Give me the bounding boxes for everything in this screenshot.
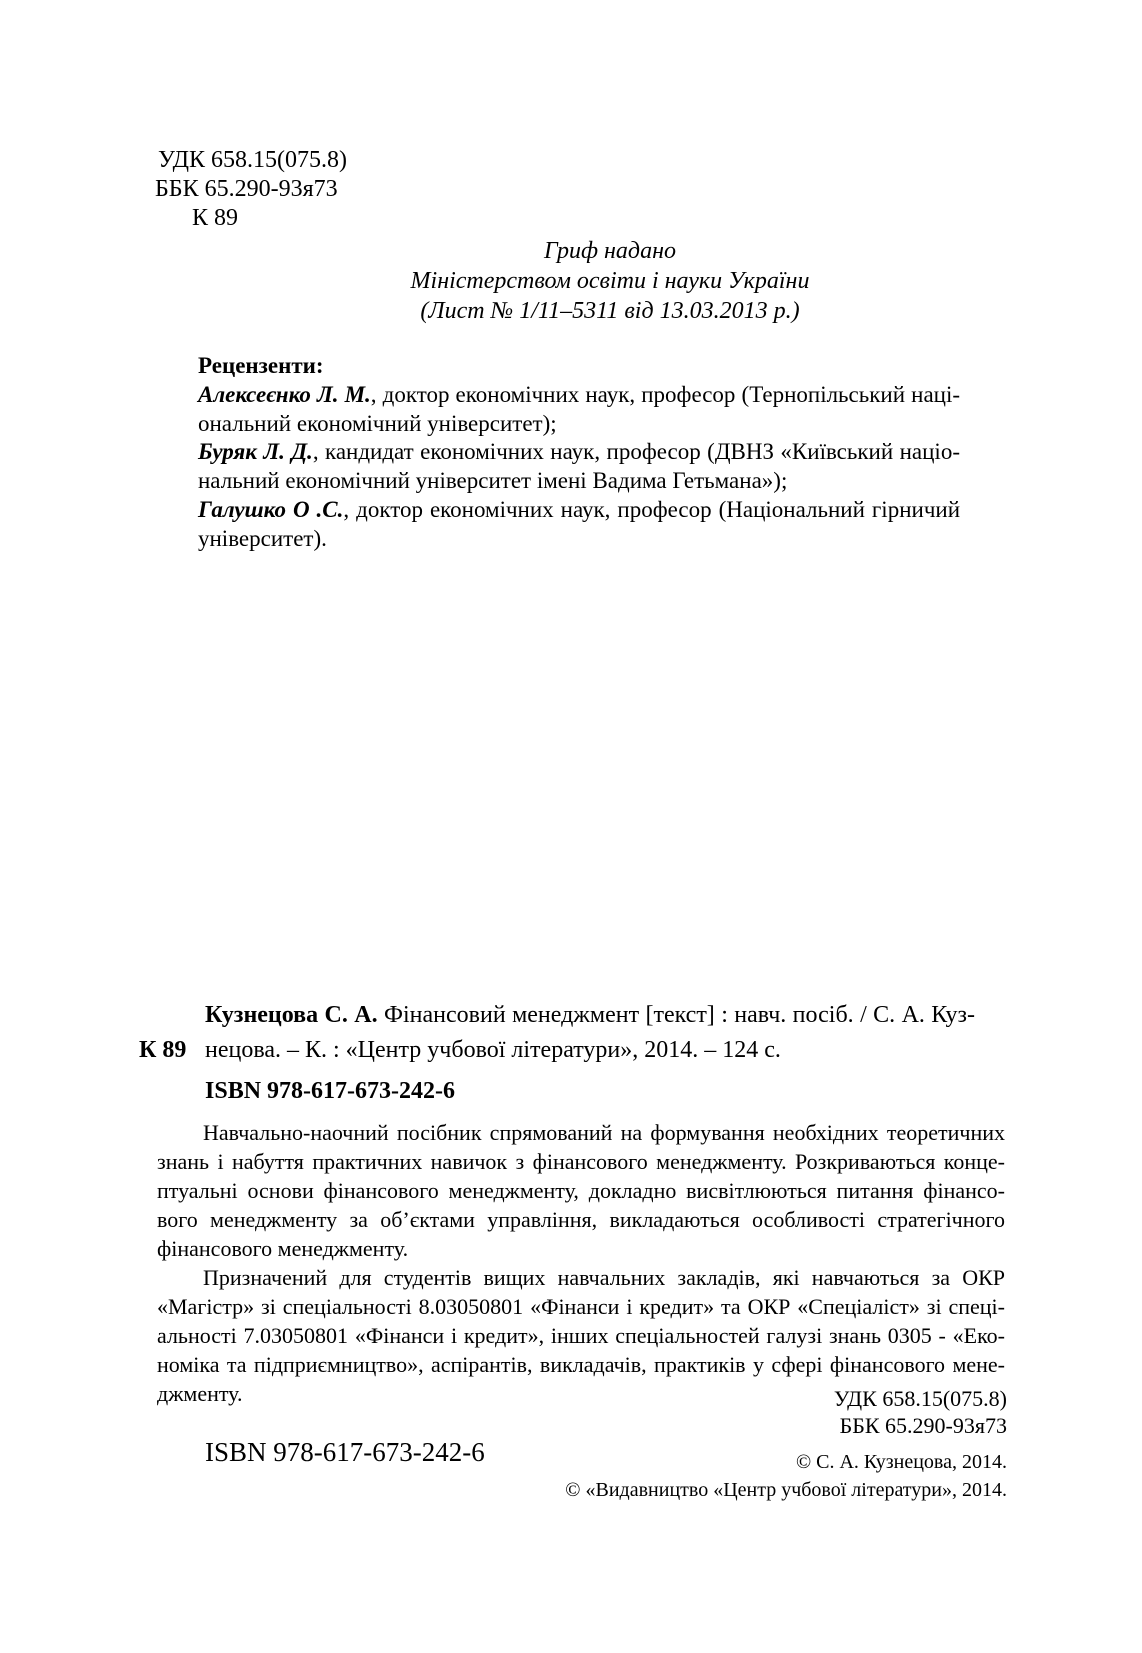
footer-codes-block [600,1385,1007,1439]
annotation-line: номіка та підприємництво», аспірантів, викладачів, практиків у сфері фінансового мене- [157,1352,1005,1377]
catalog-author-sign: К 89 [139,1037,187,1063]
reviewers-heading: Рецензенти: [198,353,324,378]
grif-line-3: (Лист № 1/11–5311 від 13.03.2013 р.) [420,298,800,324]
copyright-block [507,1448,1007,1504]
reviewer-entry-continuation: ональний економічний університет); [198,410,557,436]
reviewer-title: , доктор економічних наук, професор (Тернопільський наці- [370,381,961,407]
annotation-line: птуальні основи фінансового менеджменту, докладно висвітлюються питання фінансо- [157,1178,1005,1203]
reviewer-entry [198,381,960,410]
reviewer-entry-continuation: університет). [198,525,327,551]
footer-isbn: ISBN 978-617-673-242-6 [205,1437,485,1467]
annotation-line: знань і набуття практичних навичок з фінансового менеджменту. Розкриваються конце- [157,1149,1005,1174]
annotation-line: Навчально-наочний посібник спрямований на формування необхідних теоретичних [203,1120,1005,1145]
annotation-line: Призначений для студентів вищих навчальних закладів, які навчаються за ОКР [203,1265,1005,1290]
reviewer-entry-continuation: нальний економічний університет імені Вадима Гетьмана»); [198,468,788,494]
reviewer-entry [198,438,960,467]
footer-bbk-code: ББК 65.290-93я73 [839,1413,1007,1438]
catalog-isbn: ISBN 978-617-673-242-6 [205,1078,455,1104]
catalog-entry-line-1 [205,1002,975,1029]
annotation-line: джменту. [157,1381,243,1406]
annotation-line: альності 7.03050801 «Фінанси і кредит», інших спеціальностей галузі знань 0305 - «Еко- [157,1323,1005,1348]
author-sign: К 89 [192,205,239,231]
grif-line-2: Міністерством освіти і науки України [410,268,810,294]
catalog-title: Фінансовий менеджмент [текст] : навч. посіб. / С. А. Куз- [377,1002,975,1028]
catalog-entry-line-2: нецова. – К. : «Центр учбової літератури», 2014. – 124 с. [205,1037,781,1063]
annotation-line: фінансового менеджменту. [157,1236,409,1261]
grif-block [260,236,960,326]
footer-udk-code: УДК 658.15(075.8) [833,1386,1007,1411]
reviewers-block [198,352,960,554]
reviewer-title: , кандидат економічних наук, професор (ДВНЗ «Київський націо- [312,439,960,465]
reviewer-name: Алексеєнко Л. М. [198,381,371,407]
annotation-block [157,1118,1005,1408]
reviewer-title: , доктор економічних наук, професор (Національний гірничий [343,496,960,522]
bbk-code: ББК 65.290-93я73 [155,176,338,202]
grif-line-1: Гриф надано [544,238,676,264]
reviewer-name: Галушко О .С. [198,496,344,522]
udk-code: УДК 658.15(075.8) [158,147,347,173]
catalog-author: Кузнецова С. А. [205,1002,378,1028]
reviewer-name: Буряк Л. Д. [198,439,313,465]
copyright-publisher: © «Видавництво «Центр учбової літератури», 2014. [565,1479,1007,1501]
reviewer-entry [198,496,960,525]
classification-block [155,146,347,233]
annotation-line: вого менеджменту за об’єктами управління, викладаються особливості стратегічного [157,1207,1005,1232]
copyright-author: © С. А. Кузнецова, 2014. [795,1451,1007,1473]
annotation-line: «Магістр» зі спеціальності 8.03050801 «Фінанси і кредит» та ОКР «Спеціаліст» зі спеці- [157,1294,1005,1319]
